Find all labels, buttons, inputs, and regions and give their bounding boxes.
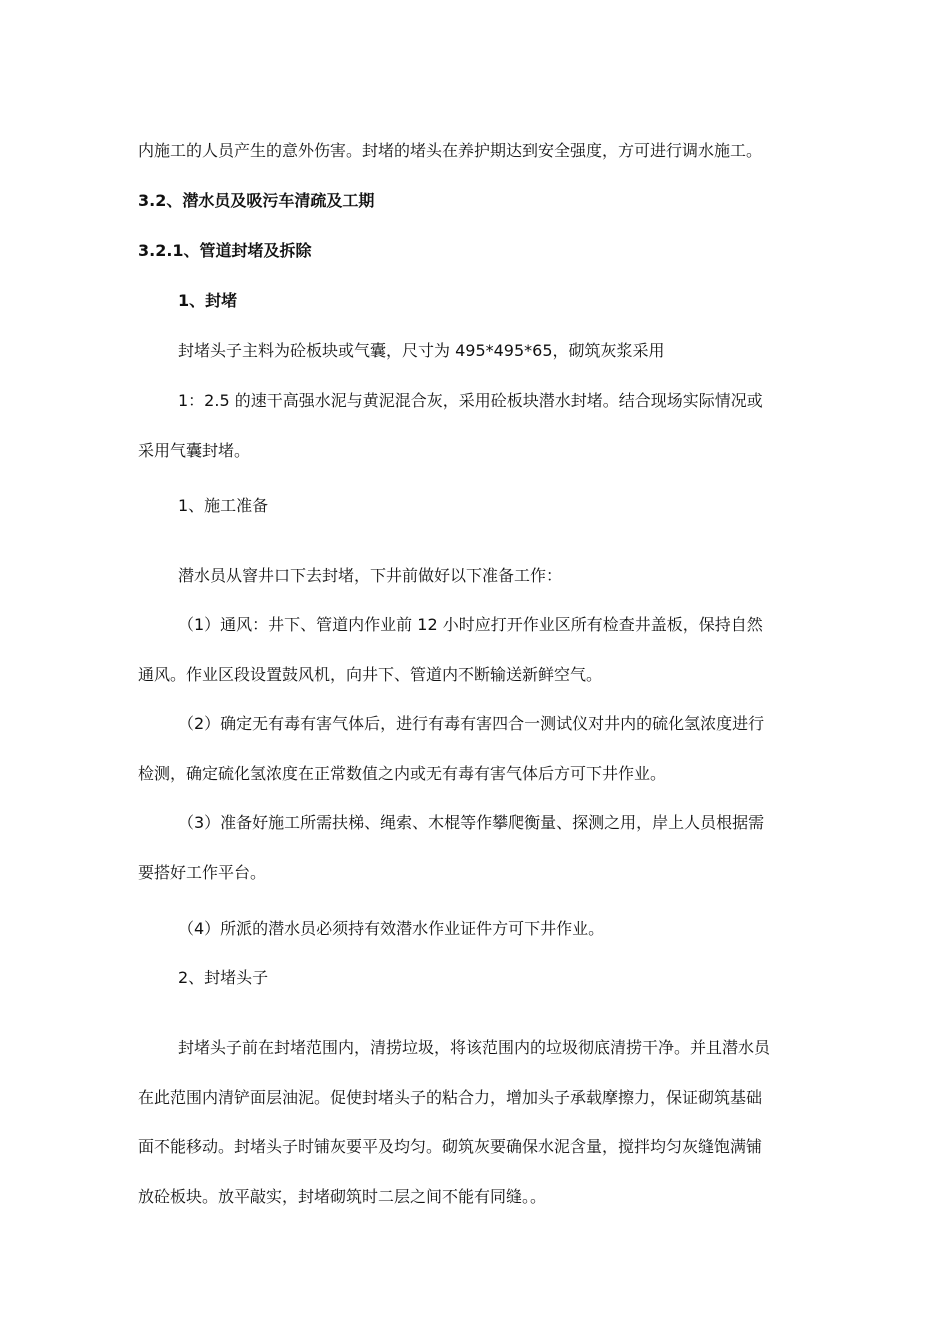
section-heading-3-2-1: 3.2.1、管道封堵及拆除 bbox=[138, 241, 312, 260]
subheading-sealing: 1、封堵 bbox=[178, 291, 238, 310]
paragraph-head-line-2: 在此范围内清铲面层油泥。促使封堵头子的粘合力，增加头子承载摩擦力，保证砌筑基础 bbox=[138, 1088, 763, 1107]
paragraph-head-line-3: 面不能移动。封堵头子时铺灰要平及均匀。砌筑灰要确保水泥含量，搅拌均匀灰缝饱满铺 bbox=[138, 1137, 763, 1156]
list-item-4: （4）所派的潜水员必须持有效潜水作业证件方可下井作业。 bbox=[178, 919, 605, 938]
subheading-construction-prep: 1、施工准备 bbox=[178, 496, 269, 515]
paragraph-prep-intro: 潜水员从窨井口下去封堵，下井前做好以下准备工作： bbox=[178, 566, 563, 585]
list-item-2-line-2: 检测，确定硫化氢浓度在正常数值之内或无有毒有害气体后方可下井作业。 bbox=[138, 764, 667, 783]
paragraph-head-line-1: 封堵头子前在封堵范围内，清捞垃圾，将该范围内的垃圾彻底清捞干净。并且潜水员 bbox=[178, 1038, 771, 1057]
list-item-3-line-1: （3）准备好施工所需扶梯、绳索、木棍等作攀爬衡量、探测之用，岸上人员根据需 bbox=[178, 813, 765, 832]
paragraph-material-line-3: 采用气囊封堵。 bbox=[138, 441, 251, 460]
section-heading-3-2: 3.2、潜水员及吸污车清疏及工期 bbox=[138, 191, 375, 210]
list-item-1-line-1: （1）通风：井下、管道内作业前 12 小时应打开作业区所有检查井盖板，保持自然 bbox=[178, 615, 763, 634]
paragraph-material-line-2: 1：2.5 的速干高强水泥与黄泥混合灰，采用砼板块潜水封堵。结合现场实际情况或 bbox=[178, 391, 763, 410]
paragraph-head-line-4: 放砼板块。放平敲实，封堵砌筑时二层之间不能有同缝。。 bbox=[138, 1187, 547, 1206]
list-item-2-line-1: （2）确定无有毒有害气体后，进行有毒有害四合一测试仪对井内的硫化氢浓度进行 bbox=[178, 714, 765, 733]
list-item-1-line-2: 通风。作业区段设置鼓风机，向井下、管道内不断输送新鲜空气。 bbox=[138, 665, 603, 684]
list-item-3-line-2: 要搭好工作平台。 bbox=[138, 863, 267, 882]
subheading-sealing-head: 2、封堵头子 bbox=[178, 968, 269, 987]
paragraph-continuation: 内施工的人员产生的意外伤害。封堵的堵头在养护期达到安全强度，方可进行调水施工。 bbox=[138, 141, 763, 160]
paragraph-material-line-1: 封堵头子主料为砼板块或气囊，尺寸为 495*495*65，砌筑灰浆采用 bbox=[178, 341, 665, 360]
